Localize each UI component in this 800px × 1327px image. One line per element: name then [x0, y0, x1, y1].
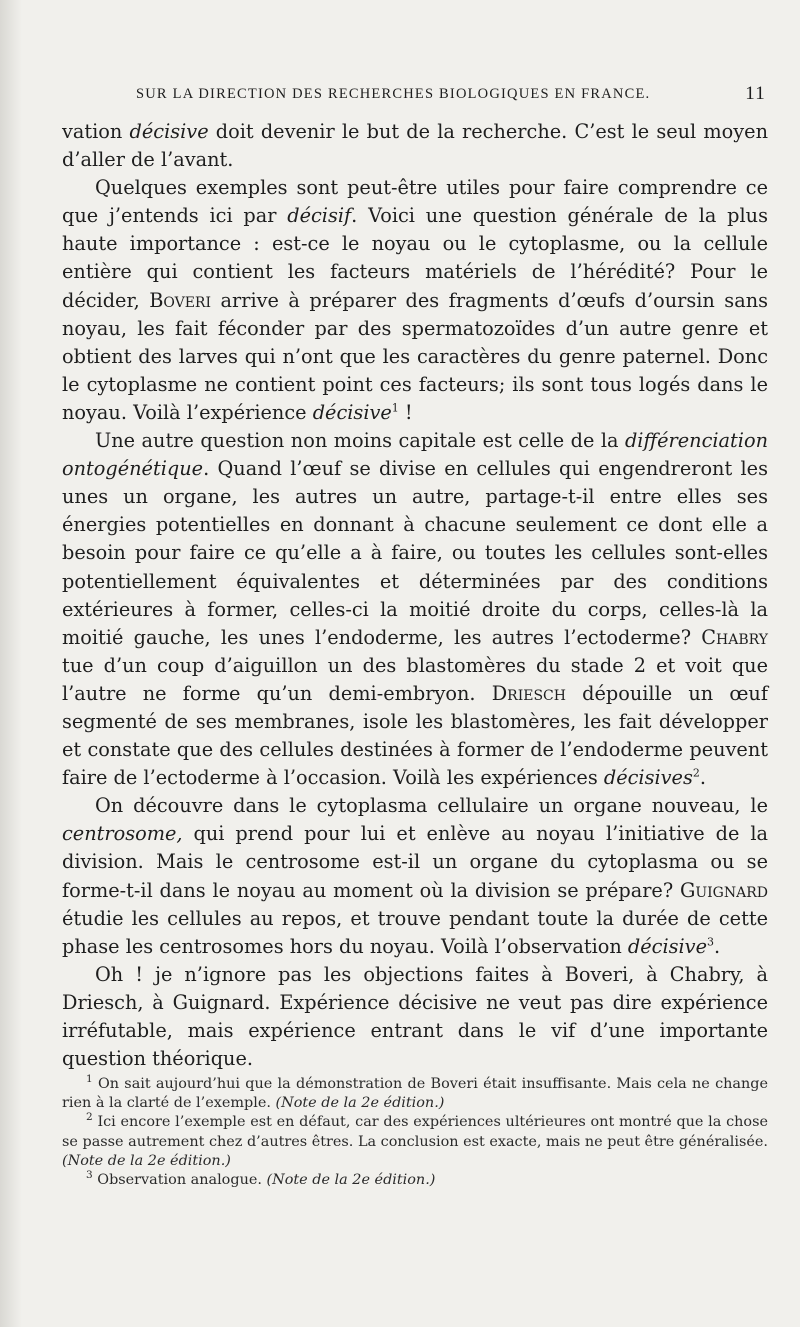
text: Oh ! je n’ignore pas les objections faites à Boveri, à Chabry, à Driesch, à Guignard. Expérience décisive ne veut pas dire expérience irréfutable, mais expérience entrant dans le vif d’une importante question théorique.	[62, 962, 768, 1071]
emphasis: décisif	[287, 204, 352, 228]
footnote-text: On sait aujourd’hui que la démonstration de Boveri était insuffisante. Mais cela ne change rien à la clarté de l’exemple.	[62, 1076, 768, 1112]
footnote-text: Observation analogue.	[97, 1172, 267, 1189]
footnote-edition-note: (Note de la 2e édition.)	[266, 1172, 436, 1189]
running-title: SUR LA DIRECTION DES RECHERCHES BIOLOGIQUES EN FRANCE.	[136, 86, 651, 102]
text: qui prend pour lui et enlève au noyau l’initiative de la division. Mais le centrosome est-il un organe du cytoplasma ou se forme-t-il dans le noyau au moment où la division se prépare?	[62, 822, 768, 902]
text: Une autre question non moins capitale est celle de la	[95, 429, 625, 453]
emphasis: différenciation ontogénétique	[62, 429, 768, 481]
text: arrive à préparer des fragments d’œufs d’oursin sans noyau, les fait féconder par des spermatozoïdes d’un autre genre et obtient des larves qui n’ont que les caractères du genre paternel. Donc le cytoplasme ne contient point ces facteurs; ils sont tous logés dans le noyau. Voilà l’expérience	[62, 288, 769, 424]
emphasis: centrosome,	[62, 822, 183, 846]
footnote-number: 3	[86, 1169, 93, 1182]
text: On découvre dans le cytoplasma cellulaire un organe nouveau, le	[95, 794, 768, 818]
emphasis: décisives	[603, 766, 693, 790]
footnote-ref: 2	[692, 766, 700, 780]
page-number: 11	[745, 83, 766, 104]
body-text	[62, 118, 768, 1073]
paragraph-5	[62, 961, 768, 1073]
footnote-edition-note: (Note de la 2e édition.)	[62, 1152, 231, 1169]
paragraph-1	[62, 118, 768, 174]
footnote-text: Ici encore l’exemple est en défaut, car des expériences ultérieures ont montré que la chose se passe autrement chez d’autres êtres. La conclusion est exacte, mais ne peut être généralisée.	[62, 1114, 768, 1150]
text: étudie les cellules au repos, et trouve pendant toute la durée de cette phase les centrosomes hors du noyau. Voilà l’observation	[62, 906, 768, 958]
footnote-2	[62, 1113, 768, 1171]
text: . Voici une question générale de la plus haute importance : est-ce le noyau ou le cytoplasme, ou la cellule entière qui contient les facteurs matériels de l’hérédité? Pour le décider,	[62, 204, 768, 312]
text: vation	[62, 120, 130, 143]
footnote-ref: 3	[707, 935, 714, 949]
text: .	[699, 766, 706, 790]
text: dépouille un œuf segmenté de ses membranes, isole les blastomères, les fait développer et constate que des cellules destinées à former de l’endoderme peuvent faire de l’ectoderme à l’occasion. Voilà les expériences	[62, 681, 768, 790]
footnote-3	[62, 1171, 768, 1190]
footnote-edition-note: (Note de la 2e édition.)	[275, 1095, 445, 1112]
emphasis: décisive	[129, 120, 209, 143]
footnote-1	[62, 1075, 768, 1113]
page-binding-shadow	[0, 0, 22, 1327]
emphasis: décisive	[627, 934, 707, 958]
author-name: Guignard	[679, 878, 768, 902]
emphasis: décisive	[312, 400, 392, 424]
author-name: Chabry	[701, 625, 768, 649]
footnotes	[62, 1075, 768, 1190]
footnote-number: 2	[86, 1111, 93, 1124]
author-name: Boveri	[149, 288, 212, 312]
text: !	[398, 400, 413, 424]
text: . Quand l’œuf se divise en cellules qui engendreront les unes un organe, les autres un autre, partage-t-il entre elles ses énergies potentielles en donnant à chacune seulement ce dont elle a besoin pour faire ce qu’elle a à faire, ou toutes les cellules sont-elles potentiellement équivalentes et déterminées par des conditions extérieures à former, celles-ci la moitié droite du corps, celles-là la moitié gauche, les unes l’endoderme, les autres l’ectoderme?	[62, 457, 768, 649]
paragraph-3	[62, 427, 768, 792]
author-name: Driesch	[491, 681, 566, 705]
paragraph-4	[62, 792, 768, 961]
footnote-ref: 1	[391, 401, 399, 415]
text: Quelques exemples sont peut-être utiles pour faire comprendre ce que j’entends ici par	[62, 176, 768, 228]
text: doit devenir le but de la recherche. C’est le seul moyen d’aller de l’avant.	[62, 120, 768, 172]
text: .	[714, 934, 721, 958]
paragraph-2	[62, 174, 768, 427]
text: tue d’un coup d’aiguillon un des blastomères du stade 2 et voit que l’autre ne forme qu’un demi-embryon.	[62, 653, 768, 705]
footnote-number: 1	[86, 1073, 93, 1086]
